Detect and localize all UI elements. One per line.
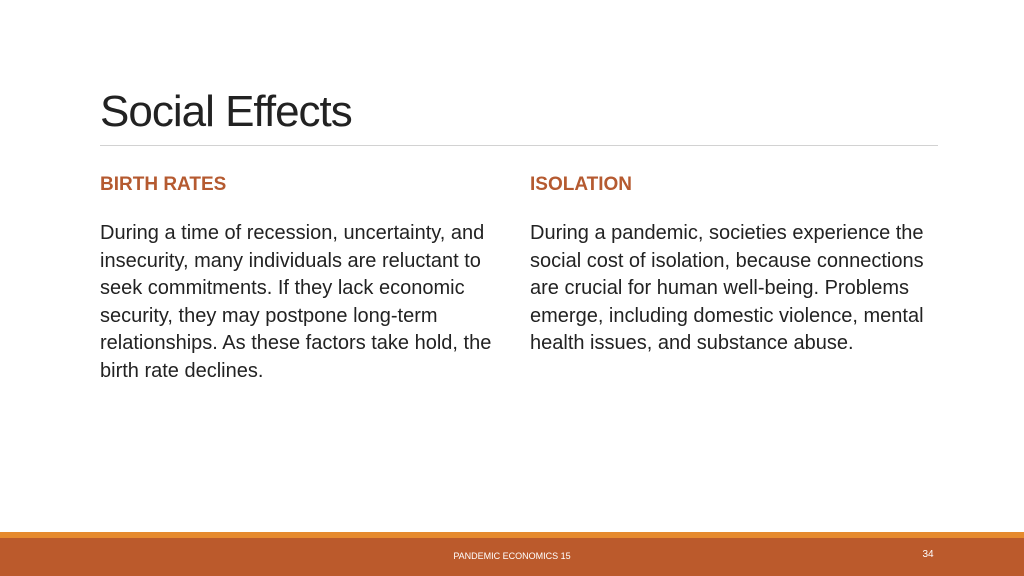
column-heading-isolation: ISOLATION xyxy=(530,174,633,195)
column-birth-rates xyxy=(100,172,504,382)
column-heading-birth-rates: BIRTH RATES xyxy=(100,174,227,195)
slide-title: Social Effects xyxy=(100,87,352,136)
page-number: 34 xyxy=(922,549,934,560)
footer-text: PANDEMIC ECONOMICS 15 xyxy=(453,551,571,561)
column-body-isolation: During a pandemic, societies experience the social cost of isolation, because connections are crucial for human well-being. Problems emerge, including domestic violence, mental health issues, and substance abuse. xyxy=(530,222,924,354)
column-isolation xyxy=(530,172,934,354)
column-body-birth-rates: During a time of recession, uncertainty, and insecurity, many individuals are reluctant to seek commitments. If they lack economic security, they may postpone long-term relationships. As these factors take hold, the birth rate declines. xyxy=(100,222,492,382)
title-divider xyxy=(100,145,938,146)
